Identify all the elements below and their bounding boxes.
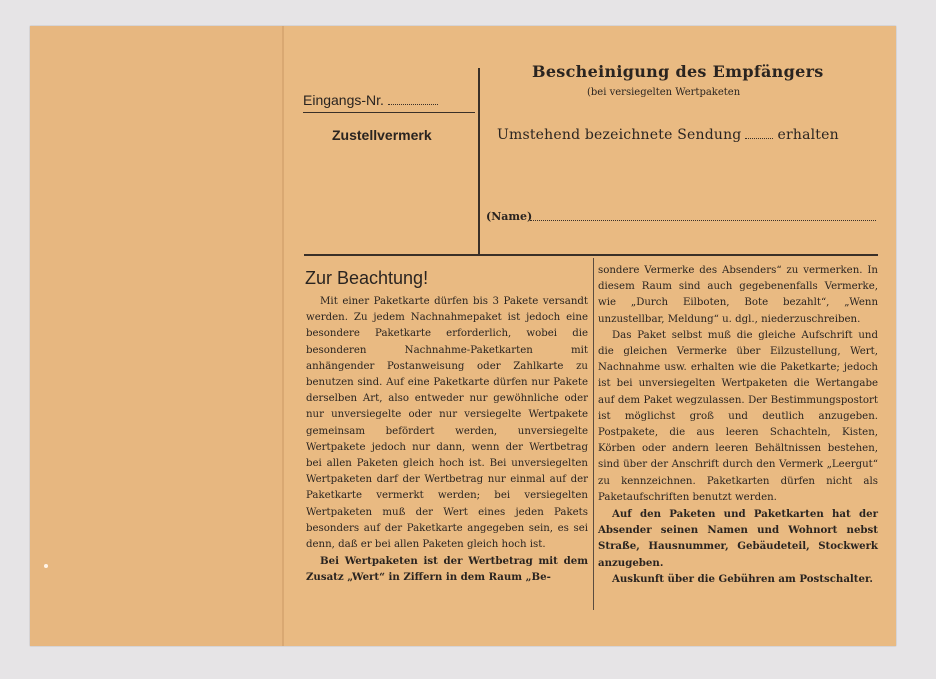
sendung-text-before: Umstehend bezeichnete Sendung bbox=[497, 127, 742, 143]
eingangs-nr-field bbox=[303, 92, 438, 108]
card-stub bbox=[30, 26, 282, 646]
certificate-title: Bescheinigung des Empfängers bbox=[532, 62, 824, 81]
pin-hole bbox=[44, 564, 48, 568]
notice-paragraph: sondere Vermerke des Absenders“ zu vermerken. In diesem Raum sind auch gegebenenfalls Vermerke, wie „Durch Eilboten, Bote bezahlt“, „Wenn unzustellbar, Meldung“ u. dgl., niederzuschreiben. bbox=[598, 265, 878, 325]
notice-paragraph: Das Paket selbst muß die gleiche Aufschrift und die gleichen Vermerke über Eilzustellung, Wert, Nachnahme usw. erhalten wie die Paketkarte; jedoch ist bei unversiegelten Wertpaketen die Wertangabe auf dem Paket wegzulassen. Der Bestimmungspostort ist möglichst groß und deutlich anzugeben. Postpakete, die aus leeren Schachteln, Kisten, Körben oder andern leeren Behältnissen bestehen, sind über der Anschrift durch den Vermerk „Leergut“ zu kennzeichnen. Paketkarten dürfen nicht als Paketaufschriften benutzt werden. bbox=[598, 329, 878, 503]
notice-paragraph: Mit einer Paketkarte dürfen bis 3 Pakete versandt werden. Zu jedem Nachnahmepaket ist jedoch eine besondere Paketkarte erforderlich, wobei die besonderen Nachnahme-Paketkarten mit anhängender Postanweisung oder Zahlkarte zu benutzen sind. Auf eine Paketkarte dürfen nur Pakete derselben Art, also entweder nur gewöhnliche oder nur unversiegelte oder nur versiegelte Wertpakete gemeinsam befördert werden, unversiegelte Wertpakete jedoch nur dann, wenn der Wertbetrag bei allen Paketen gleich hoch ist. Bei unversiegelten Wertpaketen darf der Wertbetrag nur einmal auf der Paketkarte vermerkt werden; bei versiegelten Wertpaketen muß der Wert eines jeden Pakets besonders auf der Paketkarte angegeben sein, es sei denn, daß er bei allen Paketen gleich hoch ist. bbox=[306, 296, 588, 551]
zustellvermerk-label: Zustellvermerk bbox=[332, 127, 432, 143]
divider-left bbox=[303, 112, 475, 113]
name-label: (Name) bbox=[486, 210, 533, 223]
notice-heading: Zur Beachtung! bbox=[305, 268, 429, 288]
divider-main bbox=[304, 254, 878, 256]
notice-paragraph: Auskunft über die Gebühren am Postschalter. bbox=[612, 572, 873, 585]
sendung-dotted-line bbox=[745, 128, 773, 139]
certificate-subtitle: (bei versiegelten Wertpaketen bbox=[587, 87, 741, 98]
name-dotted-line bbox=[530, 220, 876, 221]
perforation-line bbox=[282, 26, 284, 646]
notice-left-column bbox=[306, 294, 588, 586]
notice-paragraph: Auf den Paketen und Paketkarten hat der Absender seinen Namen und Wohnort nebst Straße, Hausnummer, Gebäudeteil, Stockwerk anzugeben. bbox=[598, 508, 878, 569]
eingangs-dotted-line bbox=[388, 94, 438, 105]
divider-vertical bbox=[478, 68, 480, 254]
notice-right-column bbox=[598, 263, 878, 587]
sendung-text-after: erhalten bbox=[777, 127, 839, 143]
column-divider bbox=[593, 258, 594, 610]
parcel-card bbox=[30, 26, 896, 646]
notice-paragraph: Bei Wertpaketen ist der Wertbetrag mit dem Zusatz „Wert“ in Ziffern in dem Raum „Be- bbox=[306, 555, 588, 584]
eingangs-label: Eingangs-Nr. bbox=[303, 92, 384, 108]
sendung-line bbox=[497, 127, 839, 143]
